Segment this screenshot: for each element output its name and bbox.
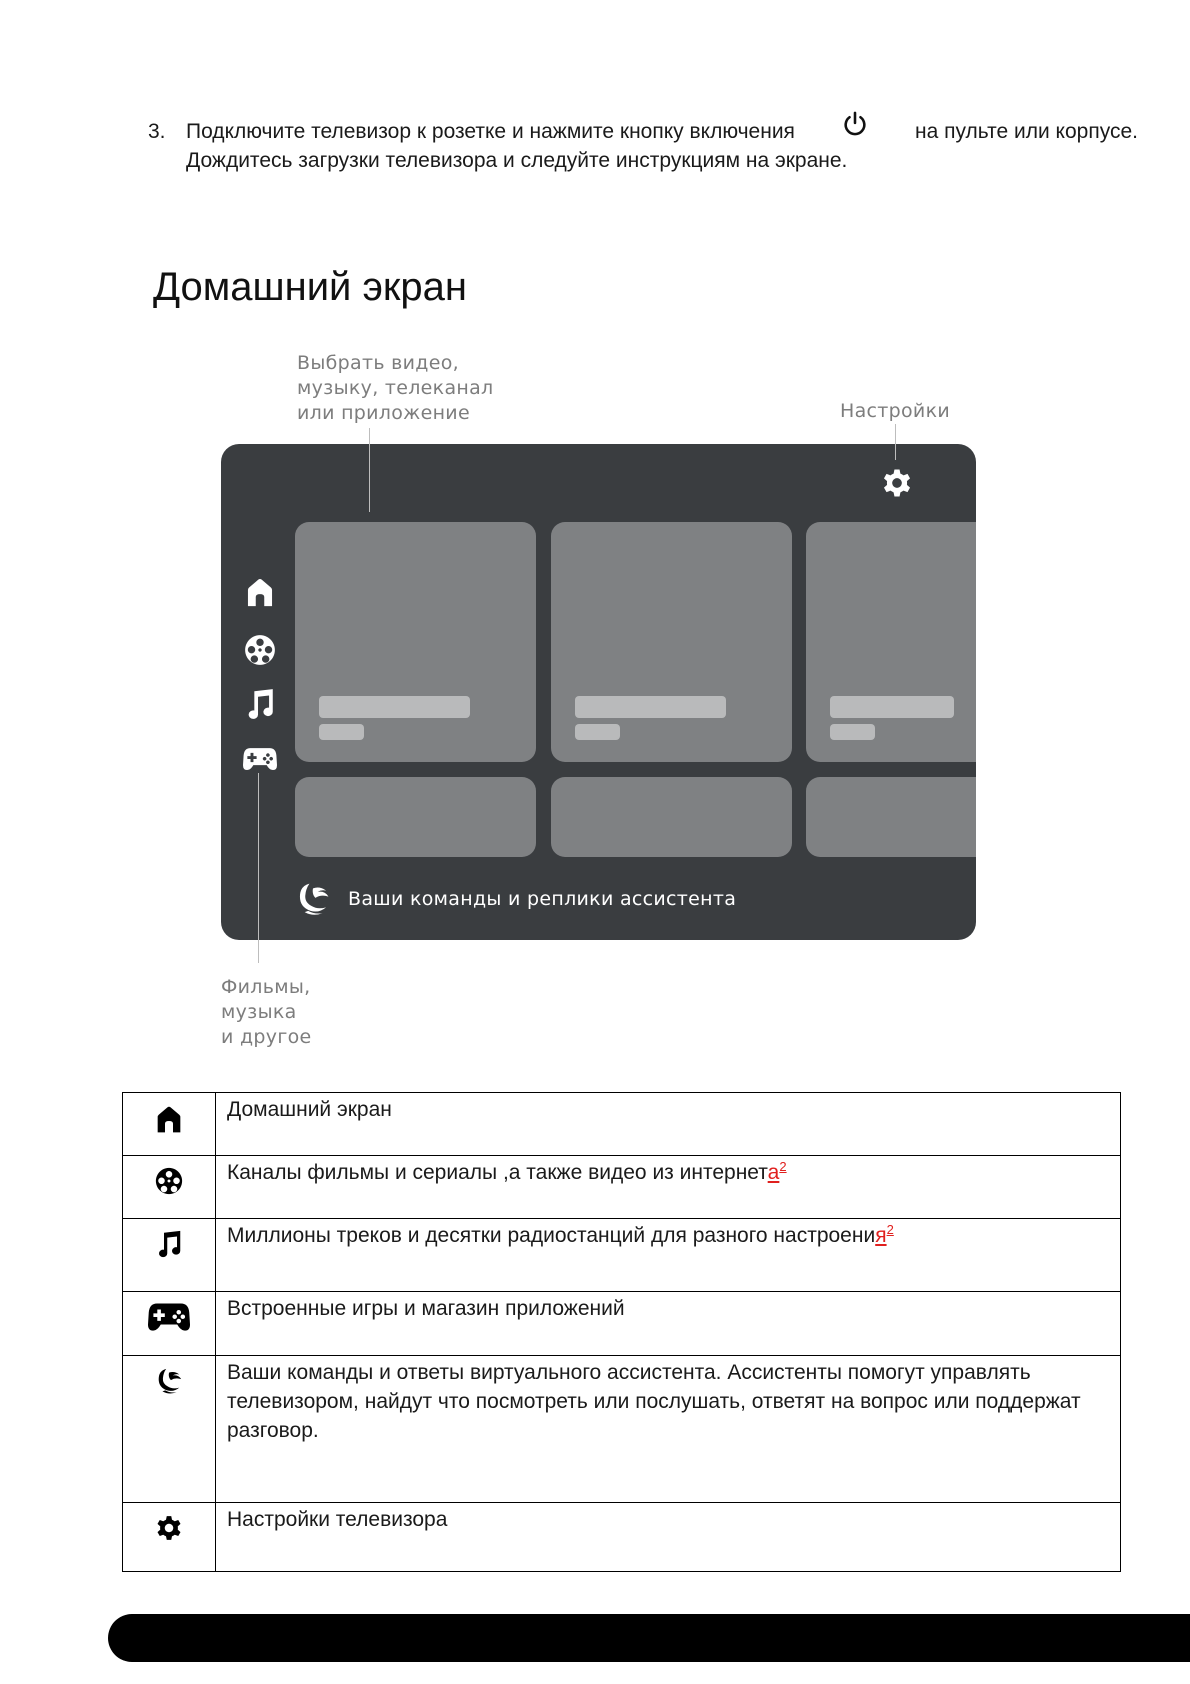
assistant-bar xyxy=(294,880,736,918)
legend-text: Каналы фильмы и сериалы ,а также видео из интернет xyxy=(227,1161,768,1184)
legend-row-home xyxy=(123,1093,1121,1156)
gear-icon xyxy=(880,466,914,500)
legend-text: Домашний экран xyxy=(216,1093,1121,1156)
icon-legend-table xyxy=(122,1092,1121,1572)
footnote-red-letter: я xyxy=(875,1224,887,1247)
card-subtitle-placeholder xyxy=(575,724,620,740)
legend-row-assistant xyxy=(123,1356,1121,1503)
step-number: 3. xyxy=(148,120,166,143)
legend-text: Настройки телевизора xyxy=(216,1503,1121,1572)
step-line-1 xyxy=(186,117,1138,146)
card-title-placeholder xyxy=(830,696,954,718)
legend-text: Миллионы треков и десятки радиостанций для разного настроени xyxy=(227,1224,876,1247)
legend-row-music xyxy=(123,1219,1121,1292)
legend-text: Встроенные игры и магазин приложений xyxy=(216,1292,1121,1356)
assistant-icon xyxy=(154,1366,184,1396)
card-title-placeholder xyxy=(319,696,470,718)
card-title-placeholder xyxy=(575,696,726,718)
content-card-small xyxy=(551,777,792,857)
footnote-ref[interactable]: 2 xyxy=(886,1222,894,1237)
film-reel-icon xyxy=(243,633,277,667)
content-card-small xyxy=(806,777,976,857)
callout-settings: Настройки xyxy=(840,400,951,422)
footer-bar xyxy=(108,1614,1190,1662)
card-subtitle-placeholder xyxy=(830,724,875,740)
leader-line-films xyxy=(258,773,259,963)
callout-select-content: Выбрать видео, музыку, телеканал или приложение xyxy=(297,352,494,424)
step-line-2: Дождитесь загрузки телевизора и следуйте инструкциям на экране. xyxy=(186,149,848,172)
home-icon xyxy=(153,1103,185,1135)
section-title: Домашний экран xyxy=(153,265,468,309)
gamepad-icon xyxy=(243,742,277,776)
gear-icon xyxy=(154,1513,184,1543)
footnote-ref[interactable]: 2 xyxy=(779,1159,787,1174)
content-card xyxy=(551,522,792,762)
assistant-text: Ваши команды и реплики ассистента xyxy=(348,888,737,910)
content-card xyxy=(295,522,536,762)
music-note-icon xyxy=(154,1229,184,1259)
film-reel-icon xyxy=(154,1166,184,1196)
step-text-after-icon: на пульте или корпусе. xyxy=(915,120,1138,143)
leader-line-settings xyxy=(895,424,896,460)
home-icon xyxy=(243,575,277,609)
content-card-small xyxy=(295,777,536,857)
power-icon xyxy=(841,110,869,138)
step-text-before-icon: Подключите телевизор к розетке и нажмите кнопку включения xyxy=(186,120,795,143)
tv-home-screen-mockup xyxy=(221,444,976,940)
legend-text: Ваши команды и ответы виртуального ассистента. Ассистенты помогут управлять телевизором, найдут что посмотреть или послушать, ответят на вопрос или поддержат разговор. xyxy=(216,1356,1121,1503)
music-note-icon xyxy=(243,687,277,721)
legend-row-films xyxy=(123,1156,1121,1219)
content-card xyxy=(806,522,976,762)
legend-row-settings xyxy=(123,1503,1121,1572)
legend-row-games xyxy=(123,1292,1121,1356)
gamepad-icon xyxy=(148,1302,190,1332)
callout-films-music-other: Фильмы, музыка и другое xyxy=(221,976,312,1048)
assistant-icon xyxy=(294,880,332,918)
footnote-red-letter: а xyxy=(767,1161,780,1184)
leader-line-select xyxy=(369,428,370,512)
card-subtitle-placeholder xyxy=(319,724,364,740)
